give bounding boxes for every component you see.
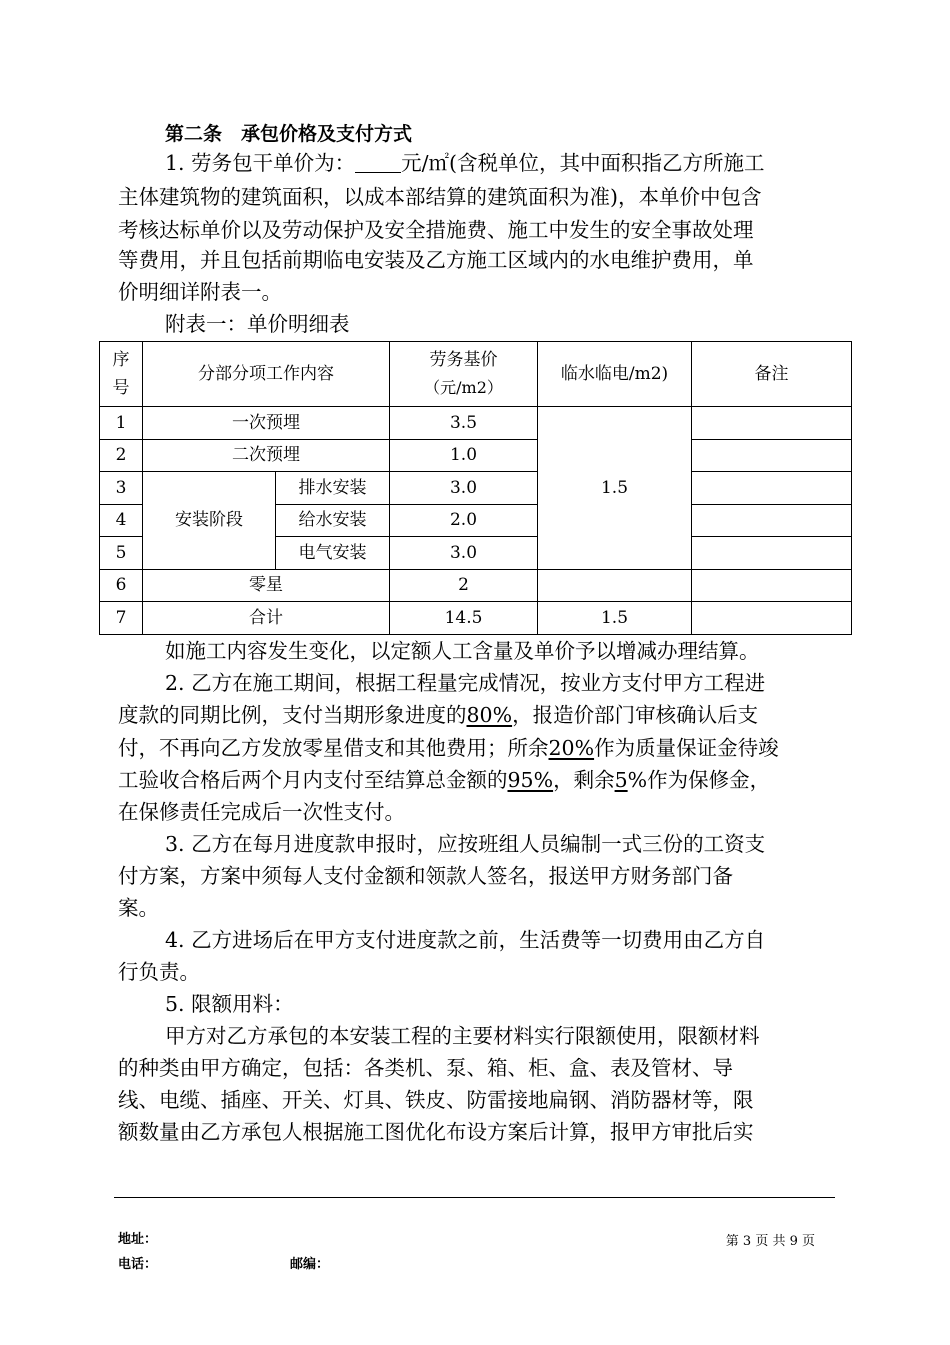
- page-number: 第 3 页 共 9 页: [725, 1234, 815, 1249]
- p2-l4-text-a: 工验收合格后两个月内支付至结算总金额的: [118, 768, 508, 792]
- paragraph-6-line-1: 甲方对乙方承包的本安装工程的主要材料实行限额使用，限额材料: [165, 1024, 760, 1048]
- header-base-price: [390, 342, 538, 407]
- row-seq: 7: [100, 602, 143, 635]
- p2-l2-text-a: 度款的同期比例，支付当期形象进度的: [118, 703, 467, 727]
- footer-divider: [114, 1197, 835, 1198]
- row-price: 2: [390, 569, 538, 602]
- paragraph-3-line-3: 案。: [118, 896, 159, 920]
- p2-l4-text-b: ，剩余: [553, 768, 615, 792]
- paragraph-2-line-2: [118, 698, 838, 732]
- header-note: 备注: [692, 342, 852, 407]
- table-total-row: [100, 602, 852, 635]
- row-price: 3.5: [390, 407, 538, 440]
- paragraph-1-line-5: 价明细详附表一。: [118, 280, 282, 304]
- row-item: 给水安装: [276, 504, 390, 537]
- progress-ratio-value: 80%: [466, 703, 513, 727]
- paragraph-3-line-2: 付方案，方案中须每人支付金额和领款人签名，报送甲方财务部门备: [118, 864, 733, 888]
- header-base-line-1: 劳务基价: [429, 350, 498, 370]
- paragraph-5-line-1: 5. 限额用料：: [165, 992, 294, 1016]
- paragraph-2-line-4: [118, 763, 838, 797]
- warranty-ratio-value: 5: [614, 768, 628, 792]
- header-content: 分部分项工作内容: [143, 342, 390, 407]
- paragraph-1-line-2: 主体建筑物的建筑面积，以成本部结算的建筑面积为准)，本单价中包含: [118, 185, 762, 209]
- row-temp: [538, 569, 692, 602]
- row-item: 二次预埋: [143, 439, 390, 472]
- row-item: 合计: [143, 602, 390, 635]
- row-item: 一次预埋: [143, 407, 390, 440]
- table-row: [100, 407, 852, 440]
- p1-prefix: 1. 劳务包干单价为：: [165, 151, 356, 175]
- row-note: [692, 602, 852, 635]
- row-note: [692, 472, 852, 505]
- row-item: 排水安装: [276, 472, 390, 505]
- row-temp: 1.5: [538, 602, 692, 635]
- after-table-line: 如施工内容发生变化，以定额人工含量及单价予以增减办理结算。: [165, 639, 760, 663]
- header-base-line-2: （元/m2）: [424, 378, 503, 397]
- table-row: [100, 439, 852, 472]
- header-seq: [100, 342, 143, 407]
- settlement-ratio-value: 95%: [507, 768, 554, 792]
- row-note: [692, 504, 852, 537]
- p2-l2-text-b: ，报造价部门审核确认后支: [512, 703, 759, 727]
- footer-address-label: 地址：: [118, 1232, 158, 1247]
- retention-ratio-value: 20%: [548, 736, 595, 760]
- group-install-stage: 安装阶段: [143, 472, 276, 570]
- row-seq: 3: [100, 472, 143, 505]
- row-item: 零星: [143, 569, 390, 602]
- header-temp-utility: 临水临电/m2): [538, 342, 692, 407]
- article-heading: 第二条 承包价格及支付方式: [165, 123, 413, 145]
- row-note: [692, 439, 852, 472]
- header-seq-line-2: 号: [112, 378, 130, 398]
- paragraph-2-line-5: 在保修责任完成后一次性支付。: [118, 800, 405, 824]
- row-note: [692, 407, 852, 440]
- paragraph-1-line-4: 等费用，并且包括前期临电安装及乙方施工区域内的水电维护费用，单: [118, 248, 754, 272]
- row-price: 3.0: [390, 537, 538, 570]
- p2-l4-text-c: %作为保修金，: [627, 768, 771, 792]
- paragraph-4-line-1: 4. 乙方进场后在甲方支付进度款之前，生活费等一切费用由乙方自: [165, 928, 766, 952]
- paragraph-6-line-2: 的种类由甲方确定，包括：各类机、泵、箱、柜、盒、表及管材、导: [118, 1056, 733, 1080]
- paragraph-3-line-1: 3. 乙方在每月进度款申报时，应按班组人员编制一式三份的工资支: [165, 832, 766, 856]
- paragraph-1-line-3: 考核达标单价以及劳动保护及安全措施费、施工中发生的安全事故处理: [118, 218, 754, 242]
- table-row: [100, 472, 852, 505]
- table-header-row: [100, 342, 852, 407]
- paragraph-6-line-3: 线、电缆、插座、开关、灯具、铁皮、防雷接地扁钢、消防器材等，限: [118, 1088, 754, 1112]
- paragraph-1-line-1: [165, 146, 885, 180]
- paragraph-6-line-4: 额数量由乙方承包人根据施工图优化布设方案后计算，报甲方审批后实: [118, 1120, 754, 1144]
- paragraph-4-line-2: 行负责。: [118, 960, 200, 984]
- header-seq-line-1: 序: [112, 350, 130, 370]
- paragraph-2-line-3: [118, 731, 838, 765]
- row-price: 3.0: [390, 472, 538, 505]
- unit-price-table: [99, 341, 852, 635]
- row-seq: 2: [100, 439, 143, 472]
- p2-l3-text-a: 付，不再向乙方发放零星借支和其他费用；所余: [118, 736, 549, 760]
- paragraph-2-line-1: 2. 乙方在施工期间，根据工程量完成情况，按业方支付甲方工程进: [165, 671, 766, 695]
- row-item: 电气安装: [276, 537, 390, 570]
- row-note: [692, 569, 852, 602]
- row-note: [692, 537, 852, 570]
- row-seq: 6: [100, 569, 143, 602]
- table-caption: 附表一：单价明细表: [165, 312, 350, 336]
- footer-phone-label: 电话：: [118, 1257, 158, 1272]
- price-blank-field: [355, 150, 401, 173]
- row-price: 2.0: [390, 504, 538, 537]
- row-price: 1.0: [390, 439, 538, 472]
- row-price: 14.5: [390, 602, 538, 635]
- merged-temp-utility-cell: 1.5: [538, 407, 692, 570]
- p2-l3-text-b: 作为质量保证金待竣: [594, 736, 779, 760]
- p1-suffix: 元/㎡(含税单位，其中面积指乙方所施工: [401, 151, 765, 175]
- row-seq: 5: [100, 537, 143, 570]
- row-seq: 1: [100, 407, 143, 440]
- row-seq: 4: [100, 504, 143, 537]
- table-row: [100, 569, 852, 602]
- footer-postcode-label: 邮编：: [290, 1257, 330, 1272]
